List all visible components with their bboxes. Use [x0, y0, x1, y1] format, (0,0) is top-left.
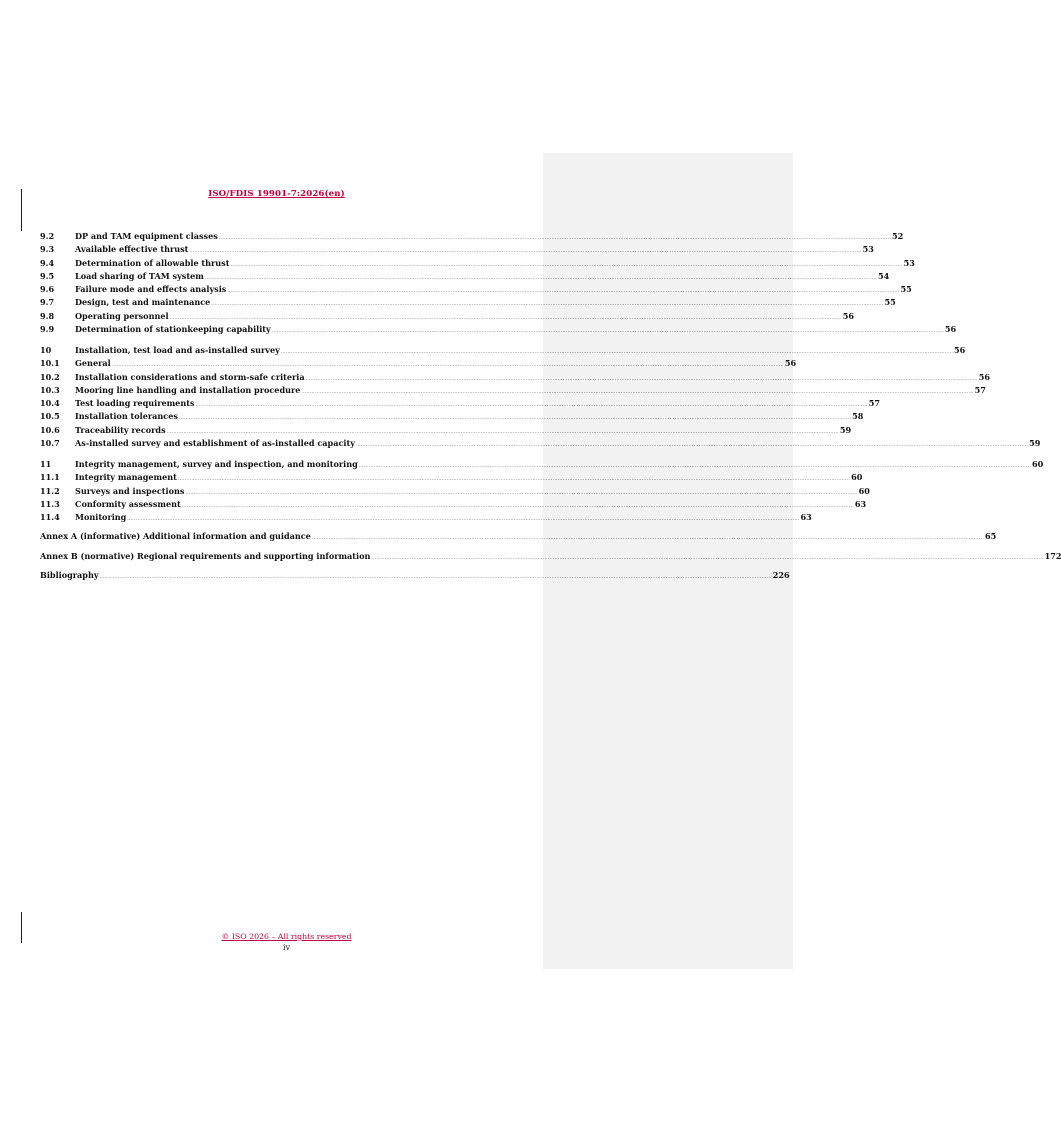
toc-entry-number: 9.6: [40, 284, 55, 294]
toc-entry-number: 11.4: [40, 512, 60, 522]
toc-entry[interactable]: [40, 310, 855, 324]
toc-entry-page: 172: [1044, 550, 1061, 561]
toc-entry-title: Available effective thrust: [75, 244, 189, 255]
toc-entry-number: 10.6: [40, 424, 60, 435]
toc-entry-page: 56: [954, 345, 966, 355]
toc-entry-page: 56: [944, 323, 957, 334]
toc-entry-bibliography[interactable]: [40, 569, 790, 583]
toc-entry-page: 55: [900, 284, 912, 294]
toc-entry-page: 59: [1029, 437, 1041, 448]
toc-leader-dots: ................................................................................................................................................................................................................................................................................................................................................................................................................: [311, 536, 984, 542]
toc-entry-page: 56: [784, 358, 797, 369]
toc-entry-page: 57: [974, 384, 986, 395]
toc-entry-page: 60: [1031, 459, 1044, 469]
toc-leader-dots: ................................................................................................................................................................................................................................................................................................................................................................................................................: [227, 289, 900, 294]
toc-entry-title: Test loading requirements: [75, 398, 195, 408]
toc-entry-number: 10.7: [40, 437, 60, 448]
toc-entry-annex-b[interactable]: [40, 550, 1061, 564]
copyright-notice: © ISO 2026 – All rights reserved: [221, 932, 352, 941]
toc-entry-number: 10.2: [40, 371, 60, 382]
toc-entry-title: Determination of stationkeeping capability: [75, 323, 271, 334]
toc-entry-title: DP and TAM equipment classes: [75, 231, 218, 241]
toc-entry-page: 226: [772, 569, 790, 580]
toc-leader-dots: ................................................................................................................................................................................................................................................................................................................................................................................................................: [189, 249, 862, 255]
toc-leader-dots: ................................................................................................................................................................................................................................................................................................................................................................................................................: [371, 555, 1044, 561]
toc-entry-title: Conformity assessment: [75, 498, 181, 509]
toc-entry[interactable]: [40, 485, 870, 499]
toc-entry[interactable]: [40, 244, 874, 257]
toc-entry-title: Operating personnel: [75, 310, 169, 321]
toc-entry[interactable]: [40, 371, 991, 385]
toc-leader-dots: ................................................................................................................................................................................................................................................................................................................................................................................................................: [185, 490, 858, 496]
toc-entry-title: General: [75, 358, 111, 369]
toc-leader-dots: ................................................................................................................................................................................................................................................................................................................................................................................................................: [358, 464, 1031, 469]
toc-entry-number: 9.9: [40, 323, 55, 334]
toc-entry[interactable]: [40, 284, 912, 297]
page-number: iv: [282, 943, 291, 952]
toc-leader-dots: ................................................................................................................................................................................................................................................................................................................................................................................................................: [301, 389, 974, 395]
toc-entry-title: Integrity management: [75, 472, 177, 483]
toc-entry[interactable]: [40, 498, 867, 512]
toc-entry-number: 10.4: [40, 398, 60, 408]
toc-entry-number: 9.2: [40, 231, 55, 241]
toc-entry-page: 53: [862, 244, 874, 255]
toc-entry-number: 11.1: [40, 472, 60, 483]
toc-entry-title: Design, test and maintenance: [75, 297, 211, 308]
toc-entry-title: Bibliography: [40, 569, 99, 580]
toc-entry[interactable]: [40, 424, 852, 438]
toc-leader-dots: ................................................................................................................................................................................................................................................................................................................................................................................................................: [280, 350, 954, 355]
toc-entry[interactable]: [40, 459, 1044, 472]
toc-entry-page: 60: [851, 472, 863, 483]
toc-leader-dots: ................................................................................................................................................................................................................................................................................................................................................................................................................: [111, 363, 784, 369]
toc-entry-title: Monitoring: [75, 512, 127, 522]
toc-entry-number: 11: [40, 459, 52, 469]
toc-group-section-9: [40, 231, 957, 337]
toc-leader-dots: ................................................................................................................................................................................................................................................................................................................................................................................................................: [169, 315, 842, 321]
toc-entry-page: 56: [978, 371, 991, 382]
toc-entry[interactable]: [40, 345, 966, 358]
toc-entry-page: 54: [877, 270, 890, 281]
toc-entry-title: Failure mode and effects analysis: [75, 284, 227, 294]
change-bar-top: [21, 189, 22, 231]
toc-entry[interactable]: [40, 398, 880, 411]
toc-entry-title: Integrity management, survey and inspection, and monitoring: [75, 459, 358, 469]
toc-entry-title: As-installed survey and establishment of as-installed capacity: [75, 437, 355, 448]
toc-entry-number: 9.3: [40, 244, 55, 255]
toc-entry[interactable]: [40, 297, 896, 310]
toc-leader-dots: ................................................................................................................................................................................................................................................................................................................................................................................................................: [181, 503, 854, 509]
toc-entry-title: Annex B (normative) Regional requirements and supporting information: [40, 550, 371, 561]
toc-leader-dots: ................................................................................................................................................................................................................................................................................................................................................................................................................: [230, 262, 903, 268]
toc-entry-page: 60: [858, 485, 870, 496]
toc-entry-page: 59: [839, 424, 852, 435]
toc-entry[interactable]: [40, 231, 904, 244]
toc-entry[interactable]: [40, 472, 863, 485]
toc-entry[interactable]: [40, 270, 890, 284]
toc-leader-dots: ................................................................................................................................................................................................................................................................................................................................................................................................................: [166, 429, 839, 435]
toc-entry-title: Installation, test load and as-installed survey: [75, 345, 280, 355]
toc-entry-page: 55: [884, 297, 896, 308]
toc-entry-title: Determination of allowable thrust: [75, 257, 230, 268]
toc-group-section-10: [40, 345, 1041, 451]
toc-entry-title: Installation tolerances: [75, 411, 178, 422]
toc-entry[interactable]: [40, 323, 957, 337]
toc-entry-page: 65: [985, 531, 997, 542]
toc-entry[interactable]: [40, 257, 915, 271]
toc-group-section-11: [40, 459, 1044, 525]
toc-entry-page: 63: [800, 512, 812, 522]
toc-entry-page: 52: [892, 231, 904, 241]
toc-entry-number: 10: [40, 345, 52, 355]
toc-entry[interactable]: [40, 384, 986, 398]
toc-entry-number: 11.2: [40, 485, 60, 496]
toc-entry-number: 10.3: [40, 384, 60, 395]
toc-leader-dots: ................................................................................................................................................................................................................................................................................................................................................................................................................: [178, 416, 852, 422]
change-bar-bottom: [21, 912, 22, 943]
toc-entry-title: Load sharing of TAM system: [75, 270, 204, 281]
toc-leader-dots: ................................................................................................................................................................................................................................................................................................................................................................................................................: [195, 403, 868, 408]
toc-entry-number: 10.5: [40, 411, 60, 422]
toc-entry-number: 11.3: [40, 498, 60, 509]
toc-entry-title: Surveys and inspections: [75, 485, 185, 496]
toc-entry-page: 63: [854, 498, 867, 509]
toc-entry[interactable]: [40, 358, 797, 371]
toc-entry-number: 9.8: [40, 310, 55, 321]
toc-leader-dots: ................................................................................................................................................................................................................................................................................................................................................................................................................: [355, 442, 1029, 448]
toc-entry-number: 9.7: [40, 297, 55, 308]
toc-entry-title: Annex A (informative) Additional information and guidance: [40, 531, 311, 542]
toc-leader-dots: ................................................................................................................................................................................................................................................................................................................................................................................................................: [271, 328, 944, 334]
toc-entry-page: 58: [852, 411, 864, 422]
toc-leader-dots: ................................................................................................................................................................................................................................................................................................................................................................................................................: [204, 275, 877, 281]
toc-entry[interactable]: [40, 411, 864, 424]
document-header: ISO/FDIS 19901-7:2026(en): [208, 189, 345, 199]
toc-entry[interactable]: [40, 512, 812, 525]
toc-entry-page: 57: [868, 398, 880, 408]
table-of-contents: [40, 231, 1061, 583]
toc-leader-dots: ................................................................................................................................................................................................................................................................................................................................................................................................................: [127, 517, 800, 522]
toc-entry-page: 53: [903, 257, 915, 268]
toc-entry-annex-a[interactable]: [40, 531, 997, 544]
toc-leader-dots: ................................................................................................................................................................................................................................................................................................................................................................................................................: [99, 574, 772, 580]
toc-entry-title: Traceability records: [75, 424, 166, 435]
toc-leader-dots: ................................................................................................................................................................................................................................................................................................................................................................................................................: [218, 236, 891, 241]
toc-leader-dots: ................................................................................................................................................................................................................................................................................................................................................................................................................: [211, 302, 884, 308]
toc-entry-title: Installation considerations and storm-safe criteria: [75, 371, 305, 382]
toc-entry[interactable]: [40, 437, 1041, 451]
toc-entry-page: 56: [842, 310, 855, 321]
toc-entry-number: 9.5: [40, 270, 55, 281]
toc-leader-dots: ................................................................................................................................................................................................................................................................................................................................................................................................................: [305, 376, 978, 382]
toc-leader-dots: ................................................................................................................................................................................................................................................................................................................................................................................................................: [177, 477, 851, 483]
toc-entry-title: Mooring line handling and installation procedure: [75, 384, 301, 395]
toc-entry-number: 10.1: [40, 358, 60, 369]
toc-entry-number: 9.4: [40, 257, 55, 268]
